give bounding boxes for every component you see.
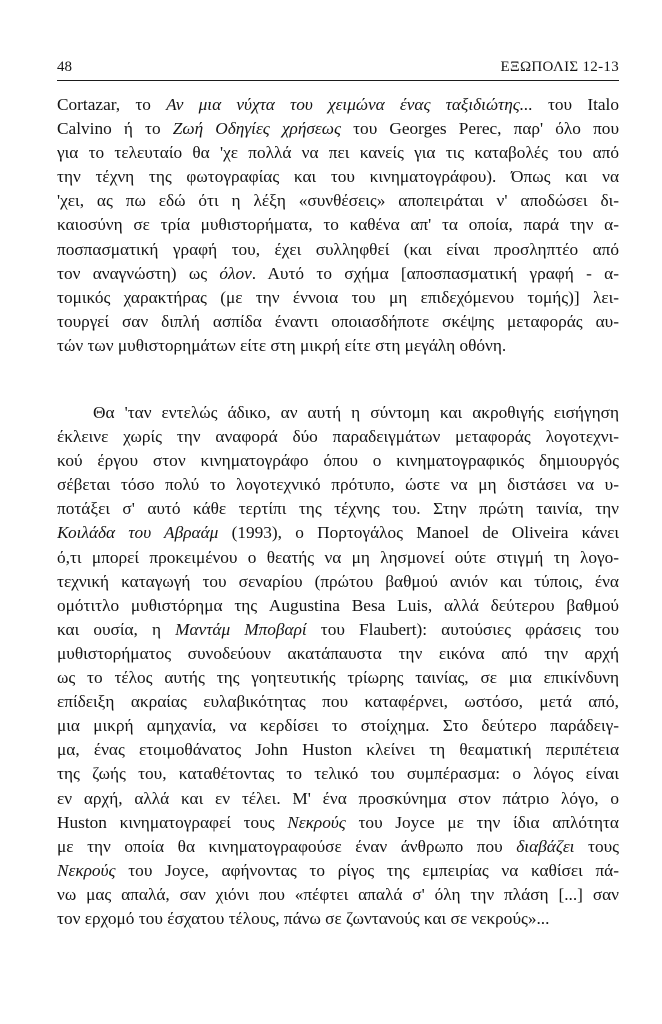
text-line [57, 141, 619, 165]
text-line [57, 497, 619, 521]
text-run: του Italo [532, 95, 619, 114]
text-line [57, 570, 619, 594]
text-run: 'χει, ας πω εδώ ότι η λέξη «συνθέσεις» αποπειράται ν' αποδώσει δι- [57, 191, 619, 211]
text-line [57, 787, 619, 811]
text-line [57, 521, 619, 545]
text-run: τών των μυθιστορημάτων είτε στη μικρή είτε στη μεγάλη οθόνη. [57, 335, 507, 355]
text-run: (1993), ο Πορτογάλος Manoel de Oliveira κάνει [218, 523, 619, 543]
text-run: του Joyce, αφήνοντας το ρίγος της εμπειρίας να καθίσει πά- [115, 860, 619, 880]
text-line [57, 714, 619, 738]
text-run: με την οποία θα κινηματογραφούσε έναν άνθρωπο που [57, 836, 517, 856]
text-line [57, 835, 619, 859]
text-line [57, 262, 619, 286]
text-line [57, 449, 619, 473]
text-run: Calvino ή το [57, 119, 173, 139]
text-run: του Joyce με την ίδια απλότητα [345, 812, 619, 832]
text-line [57, 762, 619, 786]
text-line [57, 811, 619, 835]
text-run: της ζωής του, καταθέτοντας το τελικό του συμπέρασμα: ο λόγος είναι [57, 764, 619, 784]
paragraph-adaptations [57, 401, 619, 931]
text-line [57, 738, 619, 762]
text-run: ό,τι μπορεί προκειμένου ο θεατής να μη λησμονεί ούτε στιγμή τη λογο- [57, 547, 619, 567]
italic-title-run: Αν μια νύχτα του χειμώνα ένας ταξιδιώτης... [166, 95, 533, 114]
text-run: του Flaubert): αυτούσιες φράσεις του [306, 619, 619, 639]
text-run: νω μας απαλά, σαν χιόνι που «πέφτει απαλά σ' όλη την πλάση [...] σαν [57, 884, 619, 904]
text-run: ομότιτλο μυθιστόρημα της Augustina Besa Luis, αλλά δεύτερου βαθμού [57, 595, 619, 615]
text-run: τον ερχομό του έσχατου τέλους, πάνω σε ζωντανούς και σε νεκρούς»... [57, 908, 550, 928]
italic-title-run: Μαντάμ Μποβαρί [175, 619, 307, 639]
text-run: για το τελευταίο θα 'χε πολλά να πει κανείς για τις καταβολές του από [57, 143, 619, 163]
text-line [57, 310, 619, 334]
text-run: μα, ένας ετοιμοθάνατος John Huston κλείνει τη θεαματική περιπέτεια [57, 740, 619, 760]
text-run: ποσπασματική γραφή του, έχει συλληφθεί (και είναι προσληπτέο από [57, 239, 619, 259]
text-line [57, 401, 619, 425]
text-line [57, 859, 619, 883]
italic-title-run: Κοιλάδα του Αβραάμ [57, 523, 219, 543]
text-line [57, 473, 619, 497]
text-line [57, 117, 619, 141]
paragraph-continuation [57, 93, 619, 358]
italic-title-run: Ζωή Οδηγίες χρήσεως [172, 119, 341, 139]
text-line [57, 594, 619, 618]
text-run: και ουσία, η [57, 619, 176, 639]
text-run: την τέχνη της φωτογραφίας και του κινηματογράφου). Όπως και να [57, 167, 619, 187]
text-line [57, 690, 619, 714]
italic-title-run: όλον [219, 263, 252, 283]
text-line [57, 546, 619, 570]
text-run: του Georges Perec, παρ' όλο που [340, 119, 619, 139]
italic-title-run: Νεκρούς [57, 860, 116, 880]
text-line [57, 213, 619, 237]
running-header [57, 56, 619, 78]
text-run: έκλεινε χωρίς την αναφορά δύο παραδειγμάτων μεταφοράς λογοτεχνι- [57, 427, 619, 447]
text-run: μια μικρή αμηχανία, να κερδίσει το στοίχημα. Στο δεύτερο παράδειγ- [57, 716, 619, 736]
text-line [57, 286, 619, 310]
text-line [57, 618, 619, 642]
text-run: Cortazar, το [57, 95, 167, 114]
text-run: επίδειξη ακραίας ευλαβικότητας που καταφέρνει, ωστόσο, μετά από, [57, 692, 619, 712]
text-run: τουργεί σαν διπλή ασπίδα έναντι οποιασδήποτε σκέψης μεταφοράς αυ- [57, 311, 619, 331]
text-run: Θα 'ταν εντελώς άδικο, αν αυτή η σύντομη και ακροθιγής εισήγηση [93, 403, 619, 422]
page-number: 48 [57, 59, 72, 75]
text-run: ποτάξει σ' αυτό κάθε τερτίπι της τέχνης του. Στην πρώτη ταινία, την [57, 499, 619, 519]
text-line [57, 238, 619, 262]
text-line [57, 93, 619, 117]
text-run: μυθιστορήματος συνοδεύουν ακατάπαυστα την εικόνα από την αρχή [57, 643, 619, 663]
italic-title-run: Νεκρούς [287, 812, 346, 832]
italic-title-run: διαβάζει [516, 836, 575, 856]
text-run: τεχνική καταγωγή του σεναρίου (πρώτου βαθμού ανιόν και τύποις, ένα [57, 571, 619, 591]
text-run: . Αυτό το σχήμα [αποσπασματική γραφή - α- [251, 263, 619, 283]
text-run: τους [574, 836, 619, 856]
journal-title: ΕΞΩΠΟΛΙΣ 12-13 [500, 59, 619, 75]
text-line [57, 425, 619, 449]
text-line [57, 165, 619, 189]
text-line [57, 666, 619, 690]
text-run: Huston κινηματογραφεί τους [57, 812, 288, 832]
text-line [57, 907, 619, 931]
text-line [57, 883, 619, 907]
text-run: τομικός χαρακτήρας (με την έννοια του μη επιδεχόμενου τομής)] λει- [57, 287, 619, 307]
text-run: καιοσύνη σε τρία μυθιστορήματα, το καθένα απ' τα οποία, παρά την α- [57, 215, 619, 235]
text-run: τον αναγνώστη) ως [57, 263, 220, 283]
text-line [57, 642, 619, 666]
header-rule [57, 80, 619, 81]
text-run: κού έργου στον κινηματογράφο όπου ο κινηματογραφικός δημιουργός [57, 451, 619, 471]
text-run: εν αρχή, αλλά και εν τέλει. Μ' ένα προσκύνημα στον πάτριο λόγο, ο [57, 788, 619, 808]
text-line [57, 334, 619, 358]
text-line [57, 189, 619, 213]
text-run: ως το τέλος αυτής της γοητευτικής τρίωρης ταινίας, σε μια επικίνδυνη [57, 668, 619, 688]
text-run: σέβεται τόσο πολύ το λογοτεχνικό πρότυπο, ώστε να μη διστάσει να υ- [57, 475, 619, 495]
